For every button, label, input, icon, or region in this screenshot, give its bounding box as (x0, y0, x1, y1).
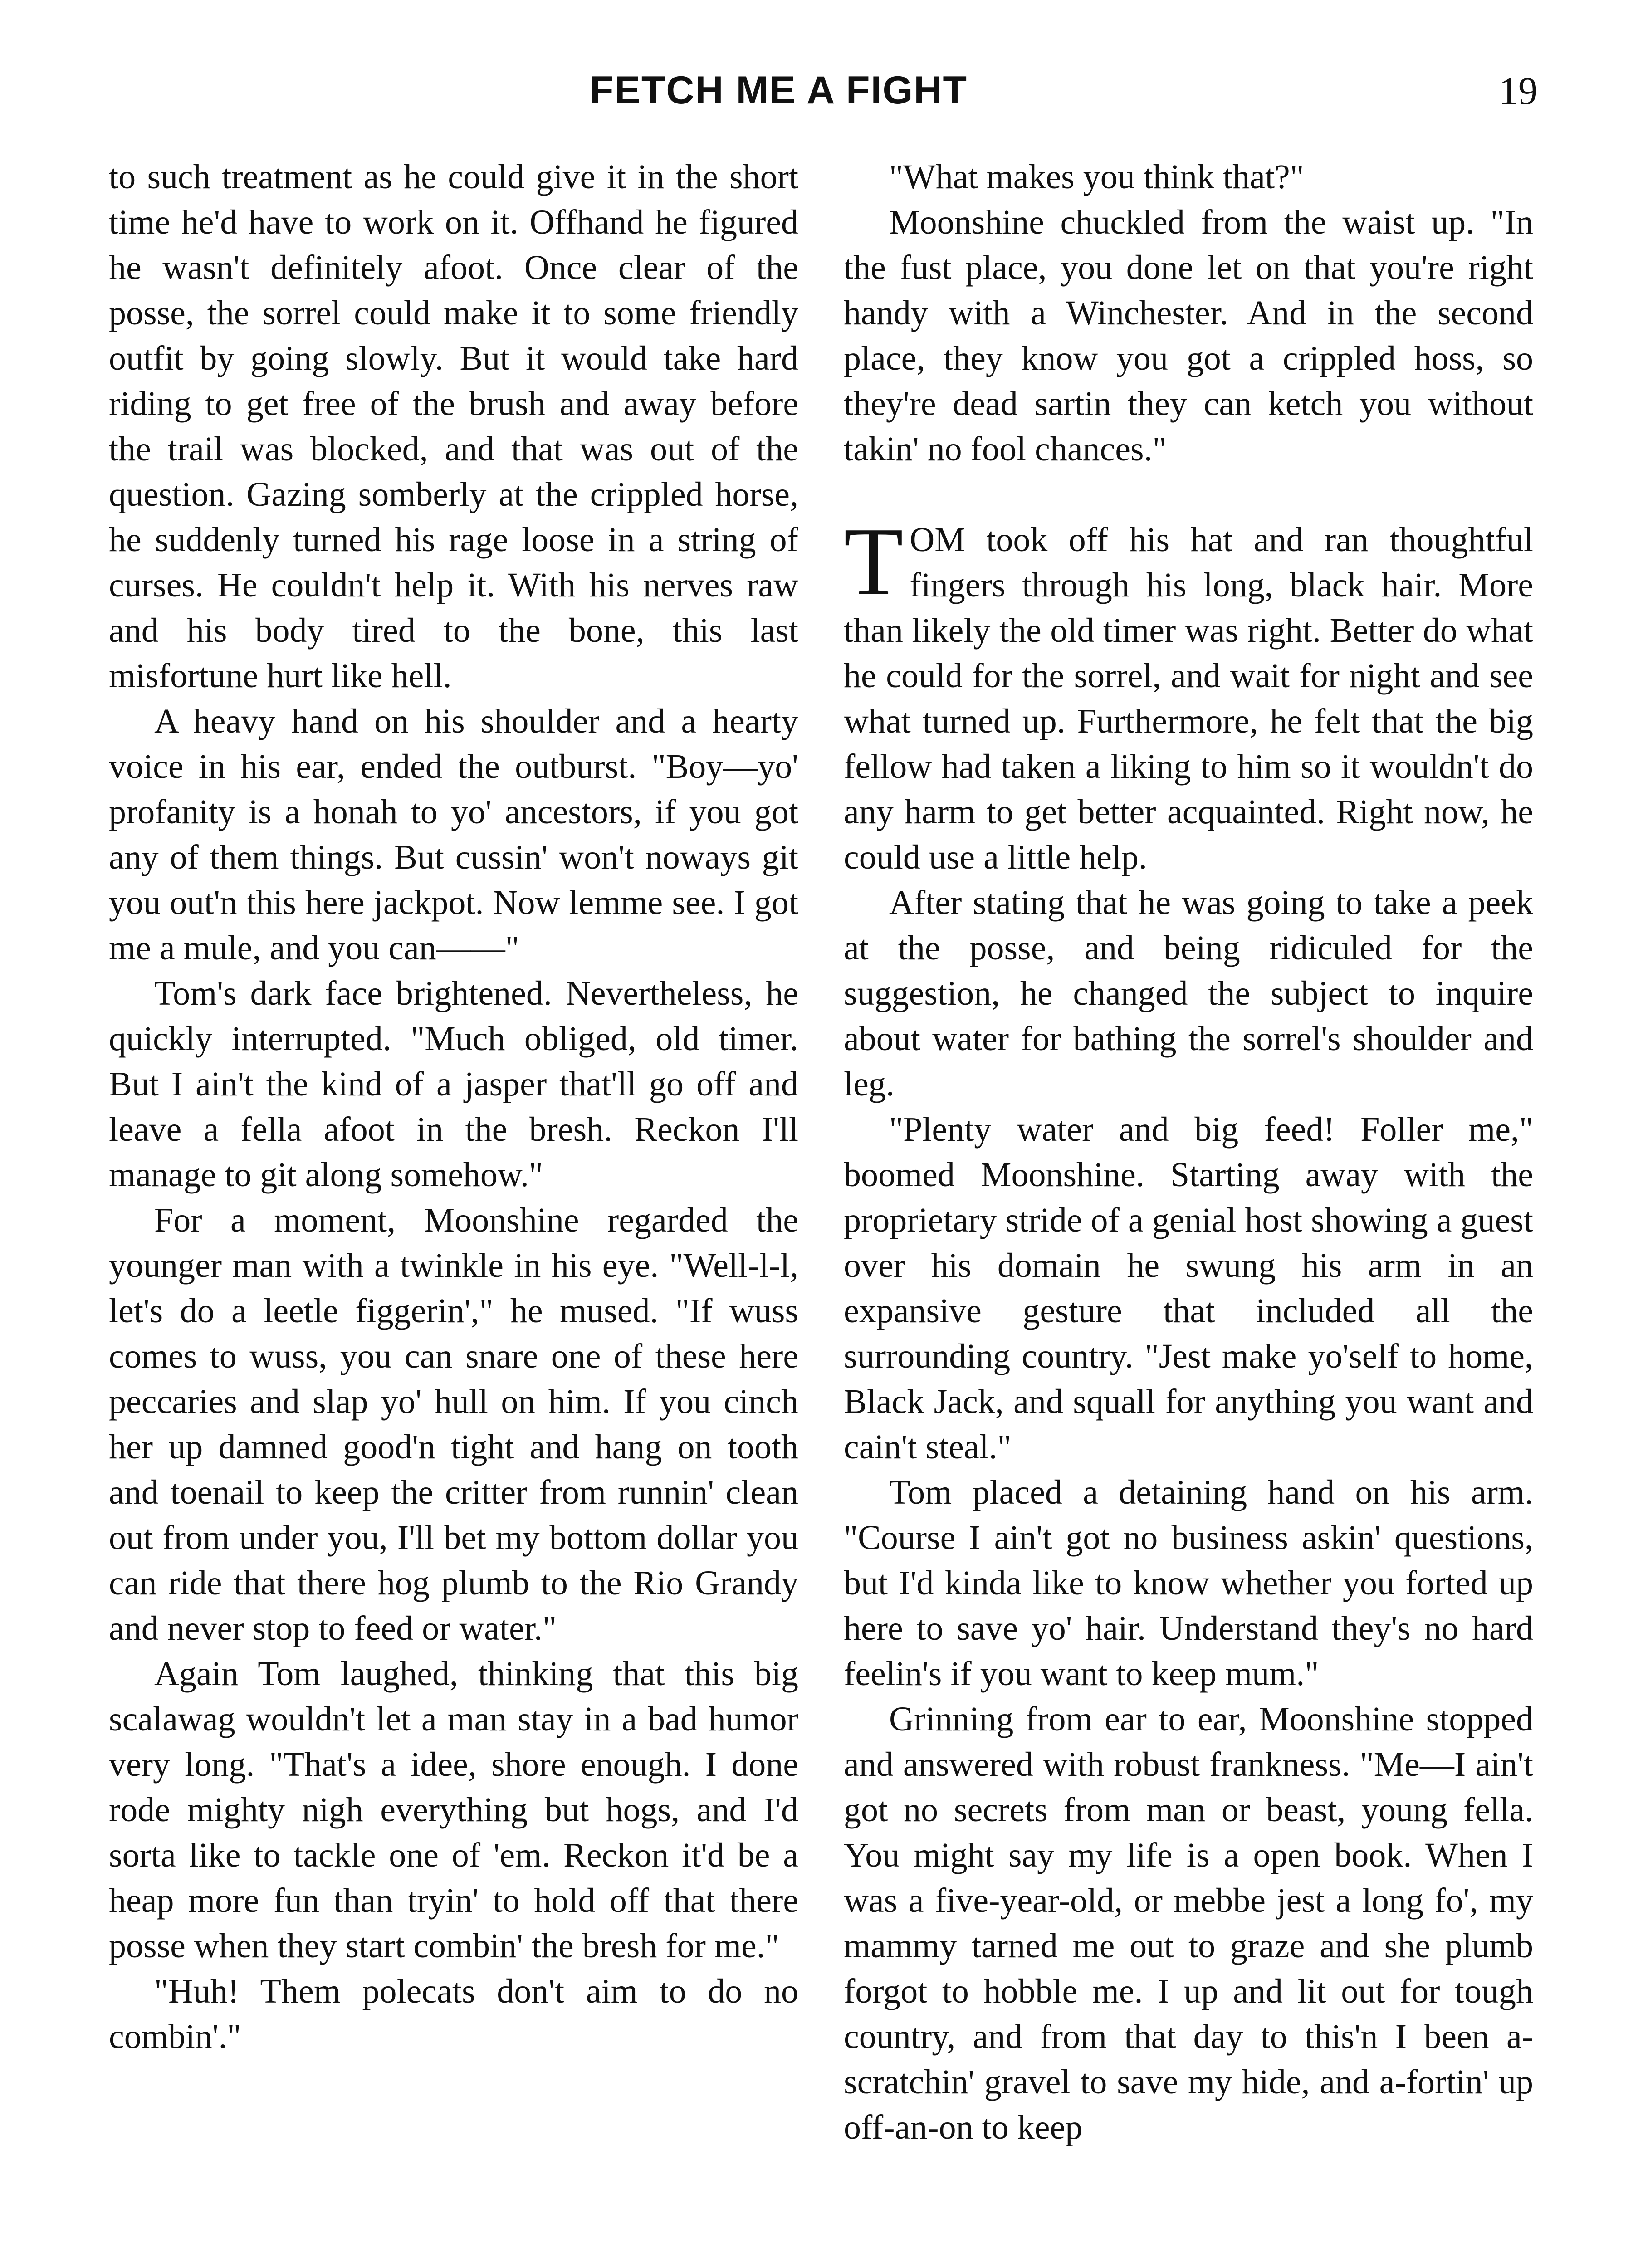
paragraph: Tom's dark face brightened. Nevertheless, he quickly interrupted. "Much obliged, old timer. But I ain't the kind of a jasper that'll go off and leave a fella afoot in the bresh. Reckon I'll manage to git along somehow." (109, 974, 798, 1194)
left-column (109, 154, 798, 2059)
running-title: FETCH ME A FIGHT (590, 68, 968, 112)
right-column (844, 154, 1533, 2150)
dropcap-paragraph-text: OM took off his hat and ran thoughtful fingers through his long, black hair. More than likely the old timer was right. Better do what he could for the sorrel, and wait for night and see what turned up. Furthermore, he felt that the big fellow had taken a liking to him so it wouldn't do any harm to get better acquainted. Right now, he could use a little help. (844, 521, 1533, 876)
paragraph: Tom placed a detaining hand on his arm. "Course I ain't got no business askin' questions, but I'd kinda like to know whether you forted up here to save yo' hair. Understand they's no hard feelin's if you want to keep mum." (844, 1473, 1533, 1693)
paragraph: A heavy hand on his shoulder and a hearty voice in his ear, ended the outburst. "Boy—yo' profanity is a honah to yo' ancestors, if you got any of them things. But cussin' won't noways git you out'n this here jackpot. Now lemme see. I got me a mule, and you can——" (109, 702, 798, 967)
page-number: 19 (1499, 69, 1538, 112)
paragraph: "What makes you think that?" (889, 158, 1304, 196)
paragraph: "Plenty water and big feed! Foller me," boomed Moonshine. Starting away with the proprietary stride of a genial host showing a guest over his domain he swung his arm in an expansive gesture that included all the surrounding country. "Jest make yo'self to home, Black Jack, and squall for anything you want and cain't steal." (844, 1110, 1533, 1466)
paragraph: After stating that he was going to take a peek at the posse, and being ridiculed for the suggestion, he changed the subject to inquire about water for bathing the sorrel's shoulder and leg. (844, 884, 1533, 1103)
paragraph: Grinning from ear to ear, Moonshine stopped and answered with robust frankness. "Me—I ain't got no secrets from man or beast, young fella. You might say my life is a open book. When I was a five-year-old, or mebbe jest a long fo', my mammy tarned me out to graze and she plumb forgot to hobble me. I up and lit out for tough country, and from that day to this'n I been a-scratchin' gravel to save my hide, and a-fortin' up off-an-on to keep (844, 1700, 1533, 2146)
page-header (109, 68, 1538, 122)
paragraph: "Huh! Them polecats don't aim to do no combin'." (109, 1972, 798, 2056)
drop-cap: T (844, 507, 904, 616)
section-break (844, 472, 1533, 517)
paragraph: to such treatment as he could give it in the short time he'd have to work on it. Offhand he figured he wasn't definitely afoot. Once clear of the posse, the sorrel could make it to some friendly outfit by going slowly. But it would take hard riding to get free of the brush and away before the trail was blocked, and that was out of the question. Gazing somberly at the crippled horse, he suddenly turned his rage loose in a string of curses. He couldn't help it. With his nerves raw and his body tired to the bone, this last misfortune hurt like hell. (109, 158, 798, 695)
paragraph: Moonshine chuckled from the waist up. "In the fust place, you done let on that you're right handy with a Winchester. And in the second place, they know you got a crippled hoss, so they're dead sartin they can ketch you without takin' no fool chances." (844, 203, 1533, 468)
paragraph: Again Tom laughed, thinking that this big scalawag wouldn't let a man stay in a bad humor very long. "That's a idee, shore enough. I done rode mighty nigh everything but hogs, and I'd sorta like to tackle one of 'em. Reckon it'd be a heap more fun than tryin' to hold off that there posse when they start combin' the bresh for me." (109, 1655, 798, 1965)
paragraph: For a moment, Moonshine regarded the younger man with a twinkle in his eye. "Well-l-l, let's do a leetle figgerin'," he mused. "If wuss comes to wuss, you can snare one of these here peccaries and slap yo' hull on him. If you cinch her up damned good'n tight and hang on tooth and toenail to keep the critter from runnin' clean out from under you, I'll bet my bottom dollar you can ride that there hog plumb to the Rio Grandy and never stop to feed or water." (109, 1201, 798, 1647)
dropcap-paragraph (844, 507, 1533, 880)
